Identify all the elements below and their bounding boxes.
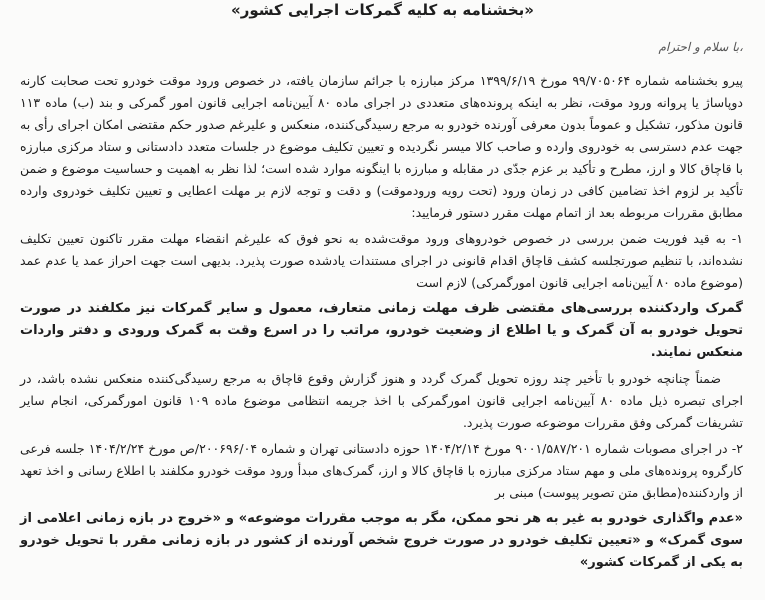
document-title: «بخشنامه به کلیه گمرکات اجرایی کشور»	[231, 1, 534, 19]
paragraph-4: ضمناً چنانچه خودرو با تأخیر چند روزه تحویل گمرک گردد و هنوز گزارش وقوع قاچاق به مرجع رسیدگی‌کننده منعکس نشده باشد، در اجرای تبصره ذیل ماده ۸۰ آیین‌نامه اجرایی قانون امورگمرکی با اخذ جریمه انتظامی موضوع ماده ۱۰۹ قانون امورگمرکی، انجام سایر تشریفات گمرکی وفق مقررات موضوعه صورت پذیرد.	[20, 371, 743, 430]
letter-body	[20, 70, 743, 578]
paragraph-3: گمرک واردکننده بررسی‌های مقتضی ظرف مهلت زمانی متعارف، معمول و سایر گمرکات نیز مکلفند در صورت تحویل خودرو به آن گمرک و یا اطلاع از وضعیت خودرو، مراتب را در اسرع وقت به گمرک ورودی و دفتر واردات منعکس نمایند.	[20, 301, 743, 360]
paragraph-1: پیرو بخشنامه شماره ۹۹/۷۰۵۰۶۴ مورخ ۱۳۹۹/۶/۱۹ مرکز مبارزه با جرائم سازمان یافته، در خصوص ورود موقت خودرو تحت صحابت کارنه دوپاساژ یا پروانه ورود موقت، نظر به اینکه پرونده‌های متعددی در اجرای ماده ۸۰ آیین‌نامه اجرایی قانون امور گمرکی و بند (ب) ماده ۱۱۳ قانون مذکور، تشکیل و عموماً بدون معرفی آورنده خودرو به مرجع رسیدگی‌کننده، منعکس و علیرغم صدور حکم مقتضی امکان اجرای رأی به جهت عدم دسترسی به خودروی وارده و صاحب کالا میسر نگردیده و تعیین تکلیف موضوع در جلسات متعدد دادستانی و ستاد مرکزی مبارزه با قاچاق کالا و ارز، مطرح و تأکید بر عزم جدّی در مقابله و مبارزه با اینگونه موارد شده است؛ لذا نظر به اهمیت و حساسیت موضوع و ضمن تأکید بر لزوم اخذ تضامین کافی در زمان ورود (تحت رویه ورودموقت) و دقت و توجه لازم بر مهلت اعطایی و تعیین تکلیف خودروی وارده مطابق مقررات مربوطه بعد از اتمام مهلت مقرر دستور فرمایید:	[20, 73, 743, 220]
greeting-handwritten: با سلام و احترام،	[658, 40, 743, 54]
paragraph-5: ۲- در اجرای مصوبات شماره ۹۰۰۱/۵۸۷/۲۰۱ مورخ ۱۴۰۴/۲/۱۴ حوزه دادستانی تهران و شماره ۲۰۰۶۹۶/۰۴/ص مورخ ۱۴۰۴/۲/۲۴ جلسه فرعی کارگروه پرونده‌های ملی و مهم ستاد مرکزی مبارزه با قاچاق کالا و ارز، گمرک‌های مبدأ ورود موقت خودرو مکلفند با اطلاع رسانی و اخذ تعهد از واردکننده(مطابق متن تصویر پیوست) مبنی بر	[20, 441, 743, 500]
paragraph-6: «عدم واگذاری خودرو به غیر به هر نحو ممکن، مگر به موجب مقررات موضوعه» و «خروج در بازه زمانی اعلامی از سوی گمرک» و «تعیین تکلیف خودرو در صورت خروج شخص آورنده از کشور در بازه زمانی مقرر با تحویل خودرو به یکی از گمرکات کشور»	[20, 511, 743, 570]
paragraph-2: ۱- به قید فوریت ضمن بررسی در خصوص خودروهای ورود موقت‌شده به نحو فوق که علیرغم انقضاء مهلت مقرر تاکنون تعیین تکلیف نشده‌اند، با تنظیم صورتجلسه کشف قاچاق اقدام قانونی در اجرای مستندات یادشده صورت پذیرد. بدیهی است جهت احراز عمد یا عدم عمد (موضوع ماده ۸۰ آیین‌نامه اجرایی قانون امورگمرکی) لازم است	[20, 231, 743, 290]
